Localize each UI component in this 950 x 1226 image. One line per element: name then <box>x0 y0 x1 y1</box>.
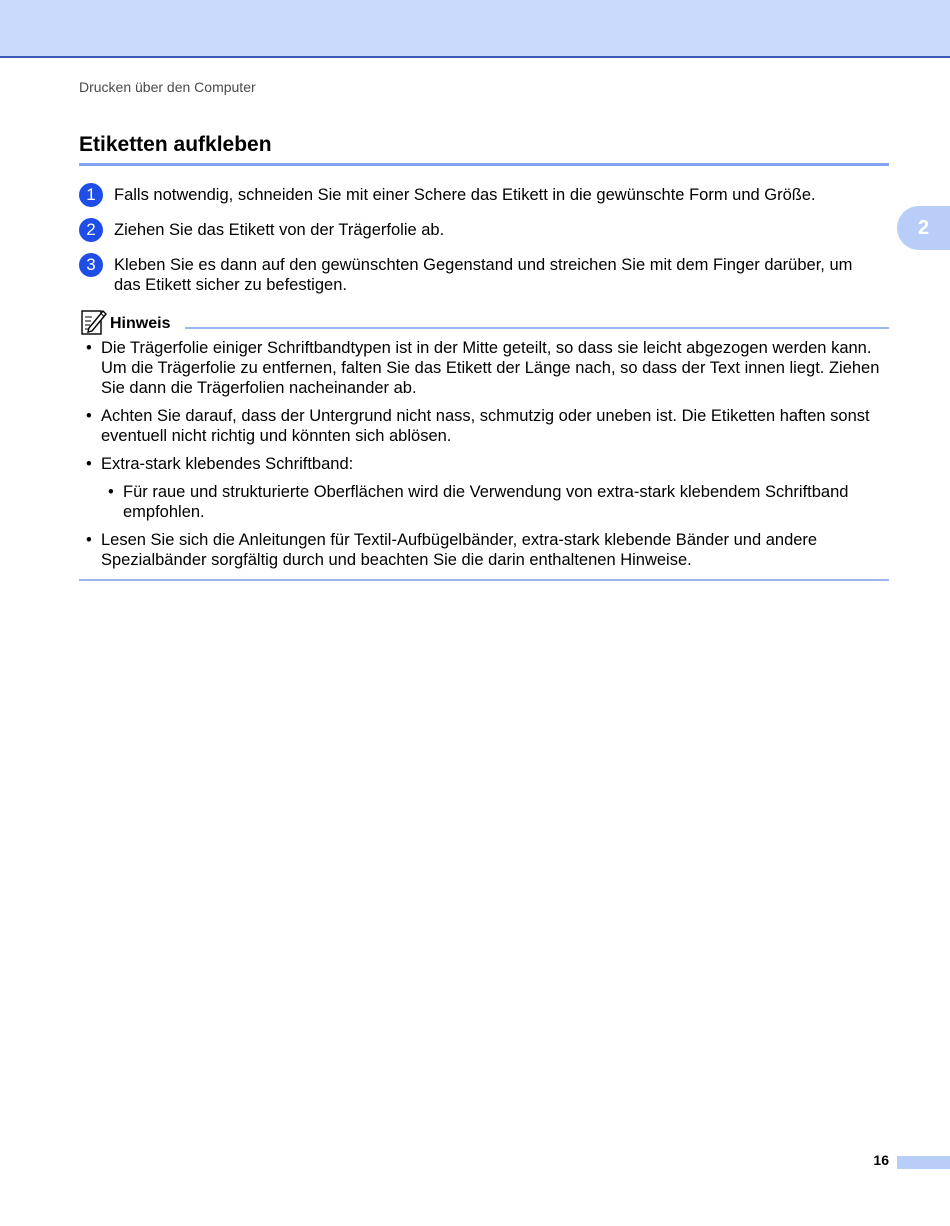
note-item-text: Die Trägerfolie einiger Schriftbandtypen ist in der Mitte geteilt, so dass sie leicht abgezogen werden kann. Um die Trägerfolie zu entfernen, falten Sie das Etikett der Länge nach, so dass der Text innen liegt. Ziehen Sie dann die Trägerfolien nacheinander ab. <box>101 339 880 397</box>
bullet: • <box>86 407 92 425</box>
note-item <box>79 454 891 474</box>
step-number-badge: 1 <box>79 183 103 207</box>
chapter-tab-number: 2 <box>917 216 930 239</box>
note-subitem <box>79 482 891 522</box>
note-item-text: Für raue und strukturierte Oberflächen wird die Verwendung von extra-stark klebendem Schriftband empfohlen. <box>123 483 849 521</box>
note-item-text: Lesen Sie sich die Anleitungen für Textil-Aufbügelbänder, extra-stark klebende Bänder und andere Spezialbänder sorgfältig durch und beachten Sie die darin enthaltenen Hinweise. <box>101 531 818 569</box>
note-item <box>79 338 891 398</box>
step-text: Falls notwendig, schneiden Sie mit einer Schere das Etikett in die gewünschte Form und Größe. <box>114 186 816 204</box>
step-number-badge: 3 <box>79 253 103 277</box>
note-label: Hinweis <box>110 315 171 332</box>
step-number-badge: 2 <box>79 218 103 242</box>
title-rule <box>79 163 889 166</box>
note-item-text: Achten Sie darauf, dass der Untergrund nicht nass, schmutzig oder uneben ist. Die Etiketten haften sonst eventuell nicht richtig und könnten sich ablösen. <box>101 407 870 445</box>
note-end-rule <box>79 579 889 581</box>
chapter-tab[interactable] <box>897 206 950 250</box>
step-list <box>79 183 869 306</box>
page-number-bar <box>897 1156 950 1169</box>
note-pencil-icon <box>79 308 107 336</box>
note-rule <box>185 327 889 329</box>
note-body <box>79 338 891 578</box>
bullet: • <box>86 531 92 549</box>
step-item <box>79 218 869 242</box>
running-header: Drucken über den Computer <box>79 79 256 95</box>
step-item <box>79 183 869 207</box>
step-text: Ziehen Sie das Etikett von der Trägerfolie ab. <box>114 221 445 239</box>
page-number: 16 <box>873 1152 889 1168</box>
bullet: • <box>86 455 92 473</box>
section-title: Etiketten aufkleben <box>79 133 272 156</box>
note-item-text: Extra-stark klebendes Schriftband: <box>101 455 354 473</box>
bullet: • <box>86 339 92 357</box>
bullet: • <box>108 483 114 501</box>
header-band <box>0 0 950 58</box>
note-item <box>79 406 891 446</box>
note-header <box>79 308 889 336</box>
step-text: Kleben Sie es dann auf den gewünschten Gegenstand und streichen Sie mit dem Finger darüber, um das Etikett sicher zu befestigen. <box>114 256 853 294</box>
note-item <box>79 530 891 570</box>
step-item <box>79 253 869 295</box>
